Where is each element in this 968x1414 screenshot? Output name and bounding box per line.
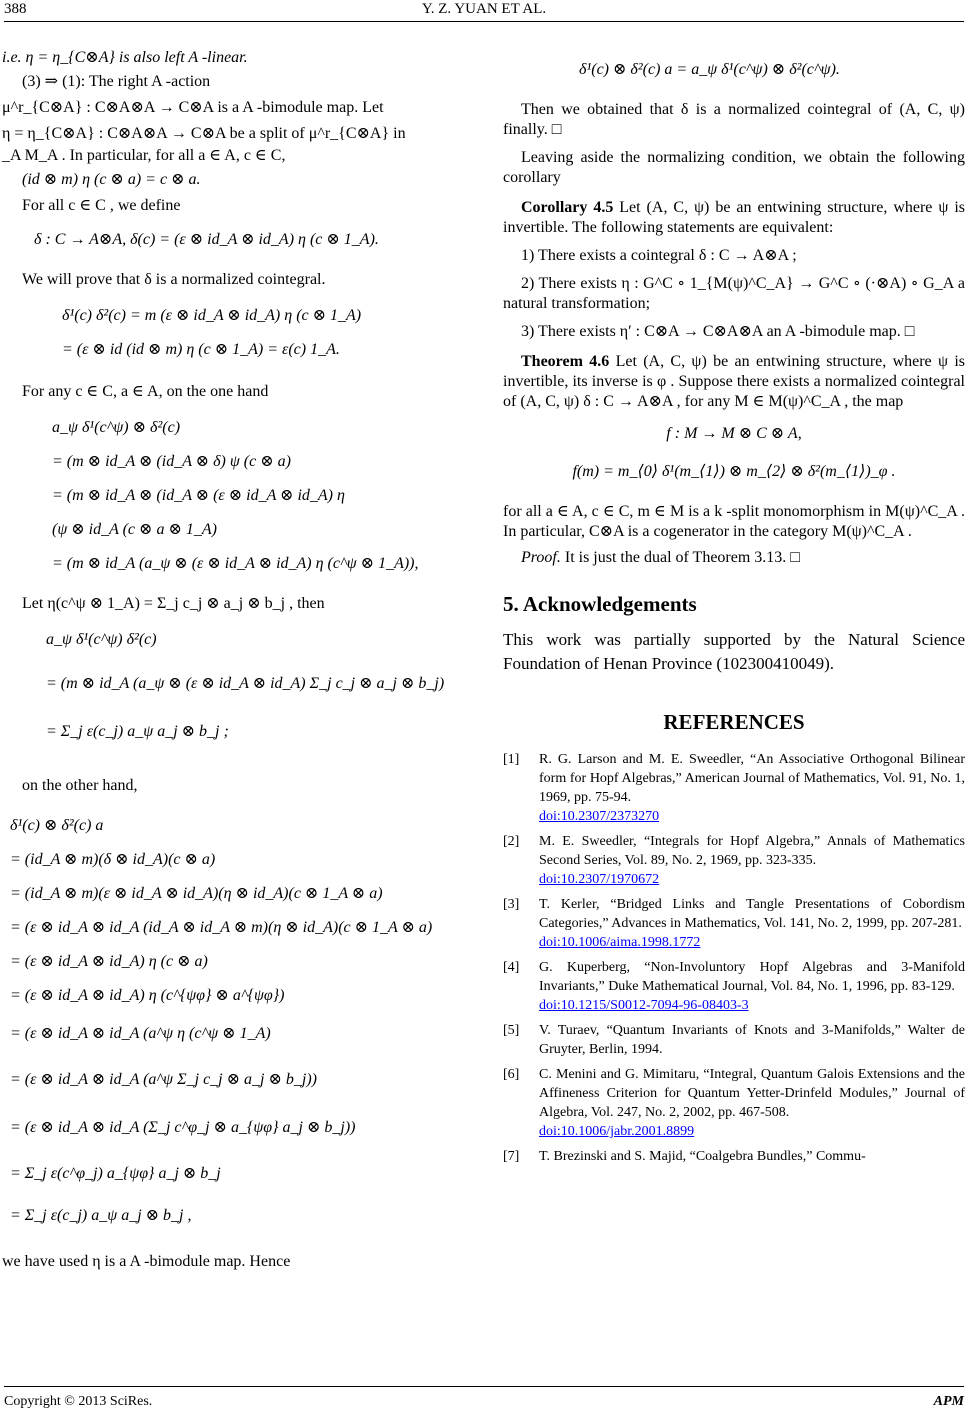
reference-item (503, 1065, 965, 1141)
theorem (503, 352, 965, 412)
proof (503, 548, 965, 568)
text-line: we have used η is a A -bimodule map. Hence (2, 1253, 291, 1270)
equation: = Σ_j ε(c^φ_j) a_{ψφ} a_j ⊗ b_j (10, 1165, 221, 1182)
equation: δ : C → A⊗A, δ(c) = (ε ⊗ id_A ⊗ id_A) η (c ⊗ 1_A). (34, 231, 379, 248)
page-number: 388 (4, 1, 27, 17)
equation: δ¹(c) δ²(c) = m (ε ⊗ id_A ⊗ id_A) η (c ⊗ 1_A) (62, 307, 362, 324)
text-line: on the other hand, (22, 777, 138, 794)
reference-item (503, 1021, 965, 1059)
reference-citation: G. Kuperberg, “Non-Involuntory Hopf Algebras and 3-Manifold Invariants,” Duke Mathematical Journal, Vol. 84, No. 1, 1996, pp. 83-129. (539, 960, 965, 994)
equation: a_ψ δ¹(c^ψ) δ²(c) (46, 631, 157, 648)
right-column (503, 48, 965, 1172)
text-line: _A M_A . In particular, for all a ∈ A, c ∈ C, (2, 147, 286, 164)
reference-item (503, 750, 965, 826)
reference-number: [3] (503, 897, 520, 912)
equation: = (ε ⊗ id (id ⊗ m) η (c ⊗ 1_A) = ε(c) 1_A. (62, 341, 340, 358)
corollary-label: Corollary 4.5 (521, 199, 614, 216)
journal-abbrev: APM (933, 1394, 964, 1409)
reference-text (539, 1147, 965, 1166)
equation: = (m ⊗ id_A ⊗ (id_A ⊗ (ε ⊗ id_A ⊗ id_A) η (52, 487, 345, 504)
reference-text (539, 832, 965, 889)
reference-item (503, 1147, 965, 1166)
reference-citation: T. Brezinski and S. Majid, “Coalgebra Bundles,” Commu- (539, 1149, 866, 1164)
references-heading: REFERENCES (663, 710, 805, 734)
equation: = (ε ⊗ id_A ⊗ id_A (a^ψ η (c^ψ ⊗ 1_A) (10, 1025, 271, 1042)
theorem-label: Theorem 4.6 (521, 353, 610, 370)
equation: (ψ ⊗ id_A (c ⊗ a ⊗ 1_A) (52, 521, 217, 538)
header-rule (4, 21, 964, 22)
equation: = Σ_j ε(c_j) a_ψ a_j ⊗ b_j , (10, 1207, 192, 1224)
copyright: Copyright © 2013 SciRes. (4, 1394, 153, 1409)
reference-citation: C. Menini and G. Mimitaru, “Integral, Quantum Galois Extensions and the Affineness Criterion for Quantum Yetter-Drinfeld Modules,” Journal of Algebra, Vol. 247, No. 2, 2002, pp. 467-508. (539, 1067, 965, 1120)
paragraph: Leaving aside the normalizing condition, we obtain the following corollary (503, 149, 965, 186)
reference-number: [7] (503, 1149, 520, 1164)
text-line: For any c ∈ C, a ∈ A, on the one hand (22, 383, 269, 400)
doi-link[interactable]: doi:10.1215/S0012-7094-96-08403-3 (539, 998, 749, 1013)
corollary (503, 198, 965, 238)
list-item: 2) There exists η : G^C ∘ 1_{M(ψ)^C_A} → G^C ∘ (·⊗A) ∘ G_A a natural transformation; (503, 275, 965, 312)
equation: = (ε ⊗ id_A ⊗ id_A) η (c^{ψφ} ⊗ a^{ψφ}) (10, 987, 285, 1004)
equation: a_ψ δ¹(c^ψ) ⊗ δ²(c) (52, 419, 181, 436)
reference-citation: V. Turaev, “Quantum Invariants of Knots and 3-Manifolds,” Walter de Gruyter, Berlin, 1994. (539, 1023, 965, 1057)
doi-link[interactable]: doi:10.1006/jabr.2001.8899 (539, 1124, 695, 1139)
equation: = (m ⊗ id_A (a_ψ ⊗ (ε ⊗ id_A ⊗ id_A) η (c^ψ ⊗ 1_A)), (52, 555, 419, 572)
text-line: We will prove that δ is a normalized cointegral. (22, 271, 326, 288)
reference-number: [1] (503, 752, 520, 767)
doi-link[interactable]: doi:10.1006/aima.1998.1772 (539, 935, 701, 950)
equation: = (ε ⊗ id_A ⊗ id_A (Σ_j c^φ_j ⊗ a_{ψφ} a_j ⊗ b_j)) (10, 1119, 356, 1136)
page-footer (0, 1386, 968, 1412)
reference-item (503, 895, 965, 952)
text-line: For all c ∈ C , we define (22, 197, 181, 214)
equation: = (id_A ⊗ m)(ε ⊗ id_A ⊗ id_A)(η ⊗ id_A)(c ⊗ 1_A ⊗ a) (10, 885, 383, 902)
equation: = (ε ⊗ id_A ⊗ id_A) η (c ⊗ a) (10, 953, 208, 970)
theorem-text: Let (A, C, ψ) be an entwining structure, where ψ is invertible, its inverse is φ . Suppose there exists a normalized cointegral of (A, C, ψ) δ : C → A⊗A , for any M ∈ M(ψ)^C_A , the map (503, 353, 965, 410)
corollary-text: Let (A, C, ψ) be an entwining structure, where ψ is invertible. The following statements are equivalent: (503, 199, 966, 236)
paragraph: Then we obtained that δ is a normalized cointegral of (A, C, ψ) finally. □ (503, 101, 965, 138)
equation: δ¹(c) ⊗ δ²(c) a = a_ψ δ¹(c^ψ) ⊗ δ²(c^ψ). (579, 61, 840, 78)
doi-link[interactable]: doi:10.2307/2373270 (539, 809, 660, 824)
reference-citation: R. G. Larson and M. E. Sweedler, “An Associative Orthogonal Bilinear form for Hopf Algebras,” American Journal of Mathematics, Vol. 91, No. 1, 1969, pp. 75-94. (539, 752, 965, 805)
reference-list (503, 750, 965, 1166)
reference-number: [2] (503, 834, 520, 849)
equation: = (m ⊗ id_A ⊗ (id_A ⊗ δ) ψ (c ⊗ a) (52, 453, 291, 470)
acknowledgement-text: This work was partially supported by the Natural Science Foundation of Henan Province (102300410049). (503, 630, 965, 673)
reference-number: [4] (503, 960, 520, 975)
paragraph: for all a ∈ A, c ∈ C, m ∈ M is a k -split monomorphism in M(ψ)^C_A . In particular, C⊗A is a cogenerator in the category M(ψ)^C_A . (503, 503, 965, 540)
equation: = (id_A ⊗ m)(δ ⊗ id_A)(c ⊗ a) (10, 851, 216, 868)
reference-citation: T. Kerler, “Bridged Links and Tangle Presentations of Cobordism Categories,” Advances in Mathematics, Vol. 141, No. 2, 1999, pp. 207-281. (539, 897, 965, 931)
reference-citation: M. E. Sweedler, “Integrals for Hopf Algebra,” Annals of Mathematics Second Series, Vol. 89, No. 2, 1969, pp. 323-335. (539, 834, 965, 868)
equation: f(m) = m_⟨0⟩ δ¹(m_⟨1⟩) ⊗ m_⟨2⟩ ⊗ δ²(m_⟨1⟩)_φ . (572, 463, 896, 480)
equation: = (ε ⊗ id_A ⊗ id_A (id_A ⊗ id_A ⊗ m)(η ⊗ id_A)(c ⊗ 1_A ⊗ a) (10, 919, 433, 936)
section-heading: 5. Acknowledgements (503, 592, 697, 616)
reference-item (503, 832, 965, 889)
reference-text (539, 750, 965, 826)
text-line: η = η_{C⊗A} : C⊗A⊗A → C⊗A be a split of μ^r_{C⊗A} in (2, 125, 406, 142)
text-line: Let η(c^ψ ⊗ 1_A) = Σ_j c_j ⊗ a_j ⊗ b_j , then (22, 595, 325, 612)
reference-number: [5] (503, 1023, 520, 1038)
reference-text (539, 1065, 965, 1141)
reference-item (503, 958, 965, 1015)
left-column (0, 48, 465, 1272)
list-item: 3) There exists η′ : C⊗A → C⊗A⊗A an A -bimodule map. □ (521, 323, 915, 340)
equation: (id ⊗ m) η (c ⊗ a) = c ⊗ a. (22, 171, 201, 188)
equation: = (m ⊗ id_A (a_ψ ⊗ (ε ⊗ id_A ⊗ id_A) Σ_j c_j ⊗ a_j ⊗ b_j) (46, 675, 445, 692)
reference-number: [6] (503, 1067, 520, 1082)
proof-text: It is just the dual of Theorem 3.13. □ (560, 549, 800, 566)
running-head: Y. Z. YUAN ET AL. (421, 1, 547, 17)
text-line: μ^r_{C⊗A} : C⊗A⊗A → C⊗A is a A -bimodule map. Let (2, 99, 384, 116)
equation: = (ε ⊗ id_A ⊗ id_A (a^ψ Σ_j c_j ⊗ a_j ⊗ b_j)) (10, 1071, 317, 1088)
footer-rule (4, 1386, 964, 1387)
equation: f : M → M ⊗ C ⊗ A, (666, 425, 802, 442)
reference-text (539, 1021, 965, 1059)
page-header (0, 0, 968, 22)
proof-label: Proof. (521, 549, 561, 566)
equation: = Σ_j ε(c_j) a_ψ a_j ⊗ b_j ; (46, 723, 229, 740)
reference-text (539, 895, 965, 952)
equation: δ¹(c) ⊗ δ²(c) a (10, 817, 104, 834)
list-item: 1) There exists a cointegral δ : C → A⊗A ; (521, 247, 797, 264)
reference-text (539, 958, 965, 1015)
text-line: (3) ⇒ (1): The right A -action (22, 73, 211, 90)
doi-link[interactable]: doi:10.2307/1970672 (539, 872, 660, 887)
text-line: i.e. η = η_{C⊗A} is also left A -linear. (2, 49, 248, 66)
